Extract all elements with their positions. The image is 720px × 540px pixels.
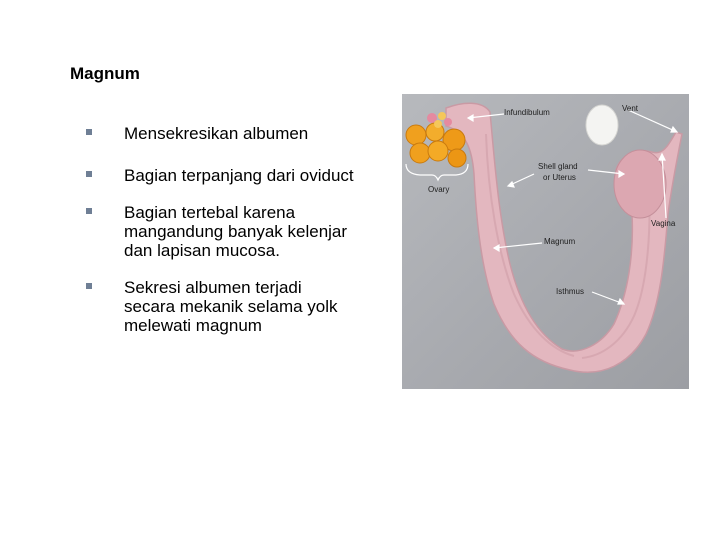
- label-vent: Vent: [622, 104, 639, 113]
- oviduct-photo: [402, 94, 689, 389]
- bullet-list: [86, 124, 356, 353]
- label-isthmus: Isthmus: [556, 287, 585, 296]
- bullet-item: [86, 166, 356, 185]
- square-bullet-icon: [86, 208, 92, 214]
- bullet-text: Sekresi albumen terjadi secara mekanik selama yolk melewati magnum: [124, 278, 338, 335]
- label-shell-gland: Shell gland: [538, 162, 578, 171]
- label-ovary: Ovary: [428, 185, 450, 194]
- slide-title: Magnum: [70, 64, 140, 83]
- label-infundibulum: Infundibulum: [504, 108, 550, 117]
- bullet-text: Bagian tertebal karena mangandung banyak kelenjar dan lapisan mucosa.: [124, 203, 348, 260]
- bullet-item: [86, 124, 356, 143]
- label-or-uterus: or Uterus: [543, 173, 576, 182]
- square-bullet-icon: [86, 171, 92, 177]
- bullet-text: Mensekresikan albumen: [124, 124, 309, 143]
- label-magnum: Magnum: [544, 237, 576, 246]
- shell-gland: [614, 150, 666, 218]
- label-vagina: Vagina: [651, 219, 676, 228]
- bullet-item: [86, 203, 356, 260]
- square-bullet-icon: [86, 283, 92, 289]
- egg: [586, 105, 618, 145]
- bullet-item: [86, 278, 356, 335]
- square-bullet-icon: [86, 129, 92, 135]
- bullet-text: Bagian terpanjang dari oviduct: [124, 166, 354, 185]
